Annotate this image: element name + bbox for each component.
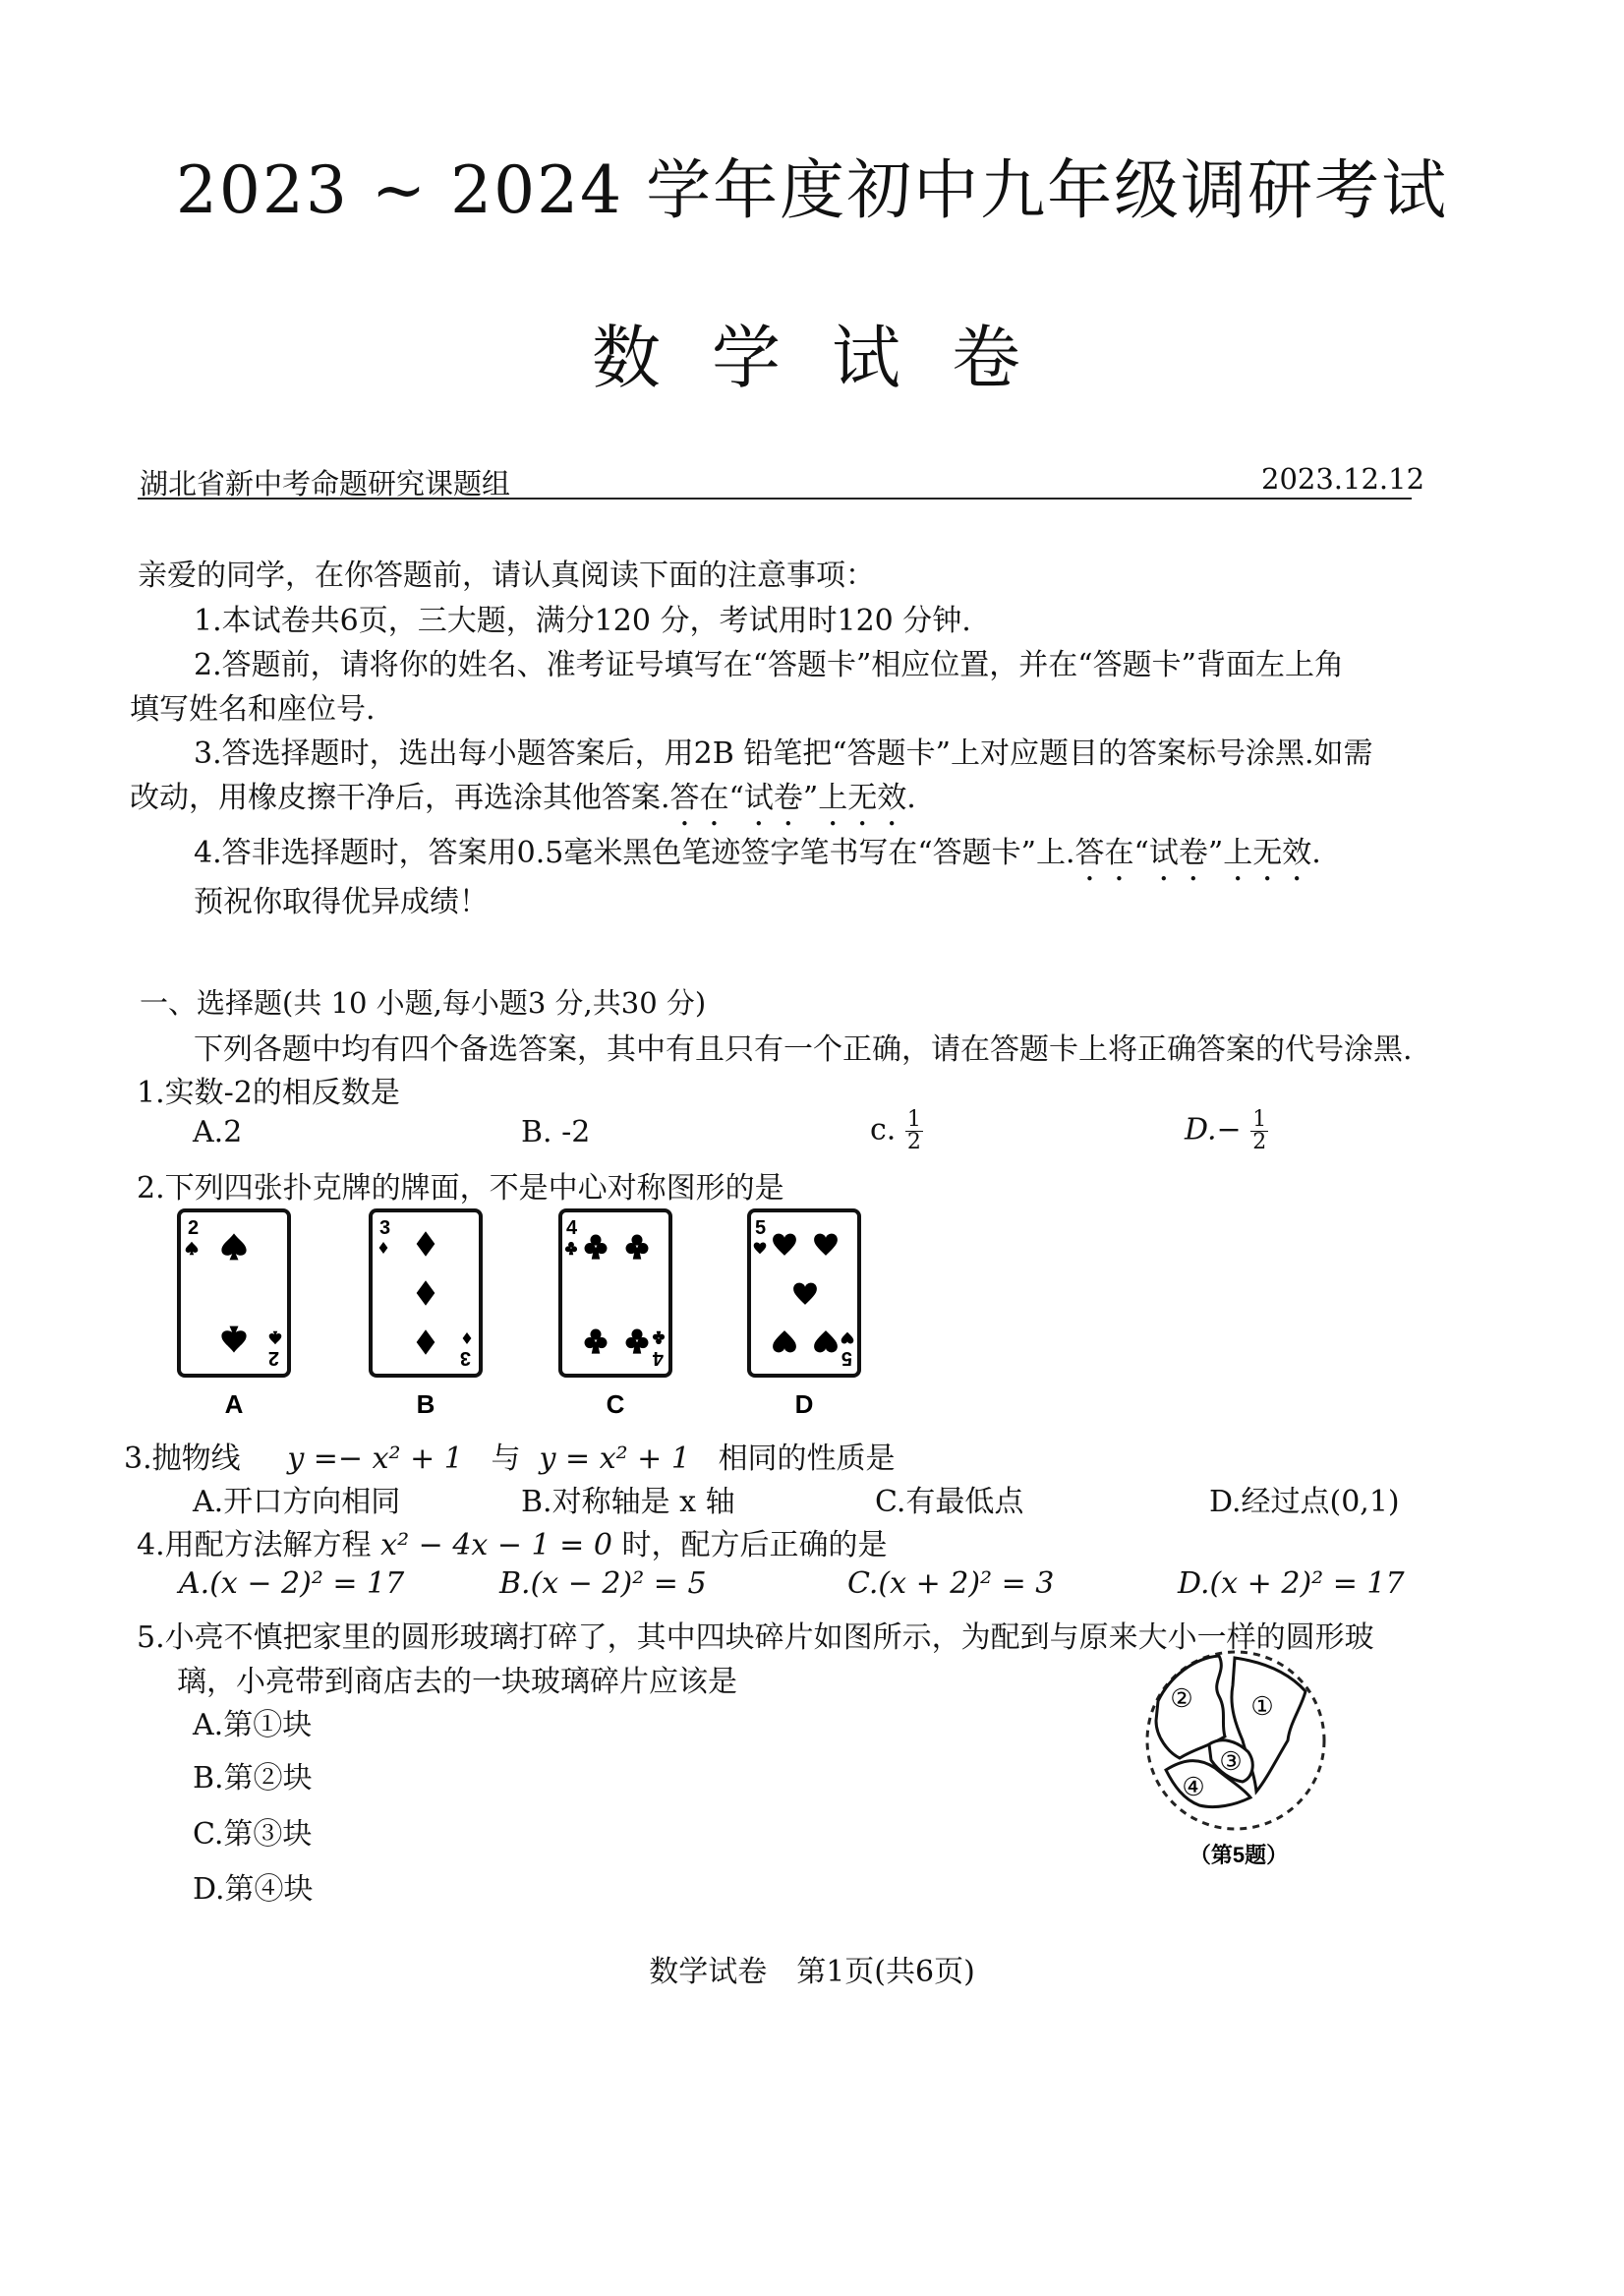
page-footer: 数学试卷 第1页(共6页) <box>649 1955 975 1989</box>
organizer: 湖北省新中考命题研究课题组 <box>140 467 511 500</box>
header-rule <box>138 498 1412 500</box>
q4-option-b: B.(x − 2)² = 5 <box>499 1566 707 1601</box>
notice-item-3-line-2 <box>130 773 916 833</box>
card-b-caption: B <box>416 1389 435 1419</box>
card-a <box>179 1210 289 1419</box>
q1-option-c <box>870 1109 923 1153</box>
notice-item-2-line-2: 填写姓名和座位号. <box>130 692 376 727</box>
section-1-instruction: 下列各题中均有四个备选答案，其中有且只有一个正确，请在答题卡上将正确答案的代号涂黑. <box>194 1032 1413 1067</box>
playing-cards-figure <box>167 1205 1209 1421</box>
q3-stem-end: 相同的性质是 <box>718 1442 896 1476</box>
notice-intro: 亲爱的同学，在你答题前，请认真阅读下面的注意事项： <box>138 559 875 593</box>
svg-text:2: 2 <box>267 1347 279 1369</box>
notice-item-1: 1.本试卷共6页，三大题，满分120 分，考试用时120 分钟. <box>194 604 971 638</box>
q3-option-b: B.对称轴是 x 轴 <box>521 1485 735 1519</box>
q4-option-c: C.(x + 2)² = 3 <box>847 1566 1055 1601</box>
q3-option-a: A.开口方向相同 <box>193 1485 401 1519</box>
exam-title: 2023 ~ 2024 学年度初中九年级调研考试 <box>175 152 1449 228</box>
q3-stem-start: 3.抛物线 <box>124 1442 241 1476</box>
card-c-rank: 4 <box>566 1217 578 1239</box>
svg-text:4: 4 <box>652 1347 664 1369</box>
q5-option-b: B.第②块 <box>193 1761 313 1796</box>
glass-piece-4-label: ④ <box>1182 1772 1205 1801</box>
q1-option-d <box>1185 1109 1268 1153</box>
card-b-rank: 3 <box>379 1217 391 1239</box>
q4-stem-end: 时，配方后正确的是 <box>621 1528 888 1562</box>
card-b <box>371 1210 481 1419</box>
svg-text:3: 3 <box>459 1347 471 1369</box>
notice-item-4-text: 4.答非选择题时，答案用0.5毫米黑色笔迹签字笔书写在“答题卡”上. <box>194 836 1075 870</box>
figure-5-caption: （第5题） <box>1189 1843 1289 1867</box>
glass-piece-2-label: ② <box>1170 1683 1193 1713</box>
card-c <box>560 1210 670 1419</box>
q3-expression-1: y =− x² + 1 <box>287 1442 463 1476</box>
question-3-stem <box>124 1434 896 1477</box>
q1-c-numerator: 1 <box>906 1107 921 1132</box>
q3-stem-and: 与 <box>491 1442 521 1476</box>
q3-option-c: C.有最低点 <box>875 1485 1024 1519</box>
card-a-caption: A <box>224 1389 244 1419</box>
question-5-stem-line-1: 5.小亮不慎把家里的圆形玻璃打碎了，其中四块碎片如图所示，为配到与原来大小一样的圆形玻 <box>137 1620 1374 1655</box>
q3-expression-2: y = x² + 1 <box>539 1442 690 1476</box>
q1-option-c-label: c. <box>870 1112 897 1148</box>
q4-option-a: A.(x − 2)² = 17 <box>179 1566 405 1601</box>
q4-option-d: D.(x + 2)² = 17 <box>1178 1566 1405 1601</box>
notice-item-4-warning: 答在“试卷”上无效. <box>1074 836 1321 870</box>
q4-stem-start: 4.用配方法解方程 <box>137 1528 372 1562</box>
q1-d-numerator: 1 <box>1252 1107 1267 1132</box>
card-d <box>749 1210 859 1419</box>
broken-glass-figure <box>1140 1642 1337 1878</box>
q3-option-d: D.经过点(0,1) <box>1209 1485 1400 1519</box>
paper-subject-title: 数学试卷 <box>592 318 1072 398</box>
card-a-rank: 2 <box>188 1217 200 1239</box>
question-4-stem <box>137 1520 887 1563</box>
glass-piece-3-label: ③ <box>1219 1746 1243 1776</box>
card-c-caption: C <box>606 1389 625 1419</box>
q1-option-d-fraction <box>1250 1109 1268 1153</box>
question-1-stem: 1.实数-2的相反数是 <box>137 1076 400 1110</box>
q1-option-b: B. -2 <box>521 1115 591 1149</box>
notice-item-2-line-1: 2.答题前，请将你的姓名、准考证号填写在“答题卡”相应位置，并在“答题卡”背面左上角 <box>194 648 1344 682</box>
notice-item-3-text: 改动，用橡皮擦干净后，再选涂其他答案. <box>130 781 670 815</box>
q1-option-a: A.2 <box>193 1115 243 1149</box>
exam-date: 2023.12.12 <box>1261 462 1425 496</box>
q5-option-c: C.第③块 <box>193 1817 313 1852</box>
q1-option-d-label: D.− <box>1185 1112 1242 1148</box>
card-d-rank: 5 <box>755 1217 767 1239</box>
question-5-stem-line-2: 璃，小亮带到商店去的一块玻璃碎片应该是 <box>177 1665 737 1699</box>
question-2-stem: 2.下列四张扑克牌的牌面，不是中心对称图形的是 <box>137 1171 784 1206</box>
notice-item-3-warning: 答在“试卷”上无效. <box>669 781 916 815</box>
svg-text:5: 5 <box>841 1347 852 1369</box>
q1-option-c-fraction <box>905 1109 923 1153</box>
q5-option-d: D.第④块 <box>193 1872 314 1907</box>
section-1-heading: 一、选择题(共 10 小题,每小题3 分,共30 分) <box>140 986 707 1020</box>
notice-item-3-line-1: 3.答选择题时，选出每小题答案后，用2B 铅笔把“答题卡”上对应题目的答案标号涂黑.如需 <box>194 736 1373 771</box>
notice-wish: 预祝你取得优异成绩！ <box>194 885 489 919</box>
card-d-caption: D <box>794 1389 814 1419</box>
q5-option-a: A.第①块 <box>193 1708 313 1742</box>
q1-d-denominator: 2 <box>1252 1130 1267 1154</box>
q4-equation: x² − 4x − 1 = 0 <box>380 1528 612 1562</box>
q1-c-denominator: 2 <box>906 1130 921 1154</box>
glass-piece-1-label: ① <box>1250 1691 1274 1721</box>
